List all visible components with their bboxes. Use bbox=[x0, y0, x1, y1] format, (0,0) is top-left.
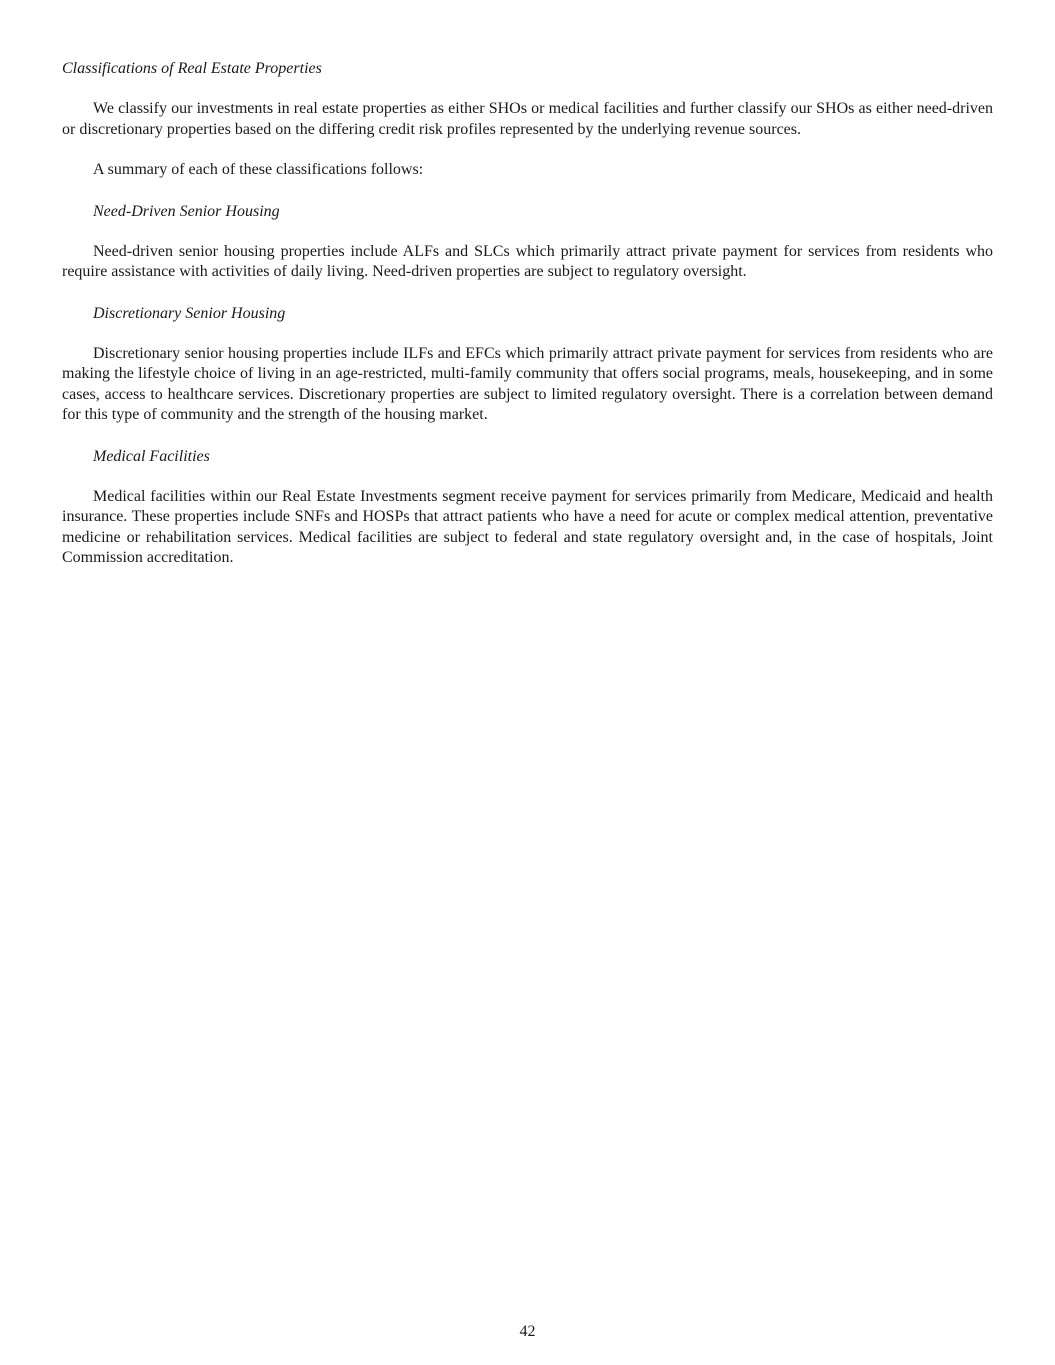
page-number: 42 bbox=[519, 1323, 536, 1340]
subsection-heading-medical: Medical Facilities bbox=[93, 447, 210, 465]
spacer bbox=[62, 181, 993, 201]
spacer bbox=[62, 426, 993, 446]
subsection-body-discretionary: Discretionary senior housing properties include ILFs and EFCs which primarily attract private payment for services from residents who are making the lifestyle choice of living in an age-restricted, multi-family community that offers social programs, meals, housekeeping, and in some cases, access to healthcare services. Discretionary properties are subject to limited regulatory oversight. There is a correlation between demand for this type of community and the strength of the housing market. bbox=[62, 344, 993, 423]
spacer bbox=[62, 79, 993, 99]
spacer bbox=[62, 140, 993, 160]
subsection-body-need-driven: Need-driven senior housing properties include ALFs and SLCs which primarily attract private payment for services from residents who require assistance with activities of daily living. Need-driven properties are subject to regulatory oversight. bbox=[62, 242, 993, 280]
spacer bbox=[62, 222, 993, 242]
document-page bbox=[62, 58, 993, 569]
section-title: Classifications of Real Estate Properties bbox=[62, 60, 322, 77]
subsection-heading-need-driven: Need-Driven Senior Housing bbox=[93, 202, 280, 220]
intro-paragraph: We classify our investments in real estate properties as either SHOs or medical facilities and further classify our SHOs as either need-driven or discretionary properties based on the differing credit risk profiles represented by the underlying revenue sources. bbox=[62, 100, 993, 138]
subsection-heading-discretionary: Discretionary Senior Housing bbox=[93, 304, 286, 322]
spacer bbox=[62, 324, 993, 344]
summary-line: A summary of each of these classifications follows: bbox=[93, 161, 424, 178]
spacer bbox=[62, 467, 993, 487]
subsection-body-medical: Medical facilities within our Real Estate Investments segment receive payment for services primarily from Medicare, Medicaid and health insurance. These properties include SNFs and HOSPs that attract patients who have a need for acute or complex medical attention, preventative medicine or rehabilitation services. Medical facilities are subject to federal and state regulatory oversight and, in the case of hospitals, Joint Commission accreditation. bbox=[62, 487, 993, 566]
spacer bbox=[62, 283, 993, 303]
